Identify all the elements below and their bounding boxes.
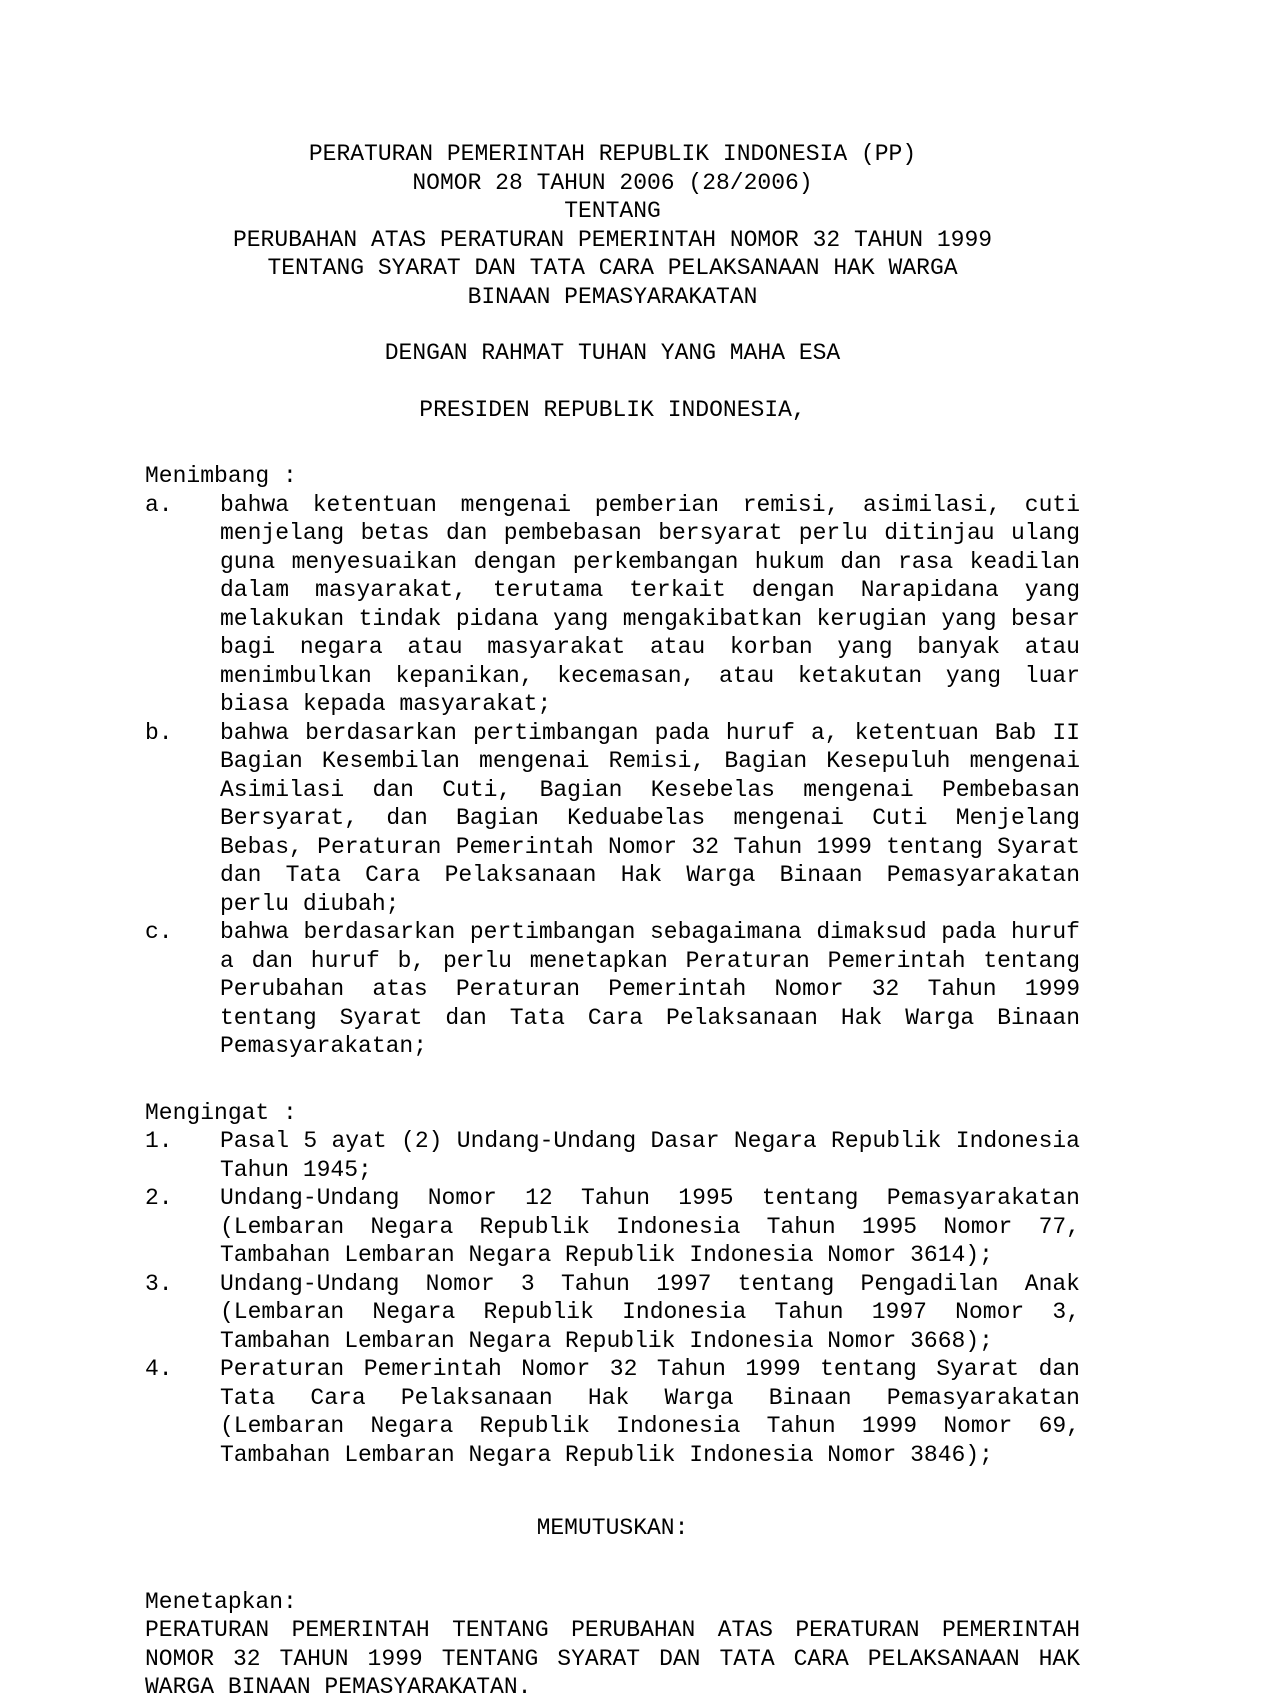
menimbang-list [145,491,1080,1061]
mengingat-list [145,1127,1080,1469]
item-marker: b. [145,719,173,746]
menimbang-item-a [145,491,1080,719]
item-marker: c. [145,919,173,945]
title-line-1: PERATURAN PEMERINTAH REPUBLIK INDONESIA (PP) [308,141,917,167]
item-text: Undang-Undang Nomor 3 Tahun 1997 tentang Pengadilan Anak (Lembaran Negara Republik Indonesia Tahun 1997 Nomor 3, Tambahan Lembaran Negara Republik Indonesia Nomor 3668); [220,1270,1080,1354]
mengingat-item-1 [145,1127,1080,1184]
invocation-line: DENGAN RAHMAT TUHAN YANG MAHA ESA [384,340,841,366]
menimbang-label: Menimbang : [145,463,297,489]
authority-line: PRESIDEN REPUBLIK INDONESIA, [419,396,806,423]
item-text: Undang-Undang Nomor 12 Tahun 1995 tentang Pemasyarakatan (Lembaran Negara Republik Indonesia Tahun 1995 Nomor 77, Tambahan Lembaran Negara Republik Indonesia Nomor 3614); [220,1185,1080,1268]
item-marker: a. [145,491,173,518]
mengingat-label: Mengingat : [145,1099,297,1126]
title-line-5: TENTANG SYARAT DAN TATA CARA PELAKSANAAN HAK WARGA [267,255,958,281]
menetapkan-label: Menetapkan: [145,1588,297,1615]
mengingat-item-4 [145,1355,1080,1469]
menimbang-item-b [145,719,1080,919]
mengingat-item-3 [145,1270,1080,1356]
title-line-4: PERUBAHAN ATAS PERATURAN PEMERINTAH NOMOR 32 TAHUN 1999 [232,226,993,253]
menetapkan-text: PERATURAN PEMERINTAH TENTANG PERUBAHAN ATAS PERATURAN PEMERINTAH NOMOR 32 TAHUN 1999 TENTANG SYARAT DAN TATA CARA PELAKSANAAN HAK WARGA BINAAN PEMASYARAKATAN. [145,1617,1080,1700]
item-marker: 2. [145,1185,173,1211]
item-marker: 1. [145,1128,173,1154]
title-line-6: BINAAN PEMASYARAKATAN [467,283,758,310]
item-text: bahwa ketentuan mengenai pemberian remisi, asimilasi, cuti menjelang betas dan pembebasan bersyarat perlu ditinjau ulang guna menyesuaikan dengan perkembangan hukum dan rasa keadilan dalam masyarakat, terutama terkait dengan Narapidana yang melakukan tindak pidana yang mengakibatkan kerugian yang besar bagi negara atau masyarakat atau korban yang banyak atau menimbulkan kepanikan, kecemasan, atau ketakutan yang luar biasa kepada masyarakat; [220,491,1080,717]
item-text: Peraturan Pemerintah Nomor 32 Tahun 1999 tentang Syarat dan Tata Cara Pelaksanaan Hak Warga Binaan Pemasyarakatan (Lembaran Negara Republik Indonesia Tahun 1999 Nomor 69, Tambahan Lembaran Negara Republik Indonesia Nomor 3846); [220,1356,1080,1468]
item-text: bahwa berdasarkan pertimbangan sebagaimana dimaksud pada huruf a dan huruf b, perlu menetapkan Peraturan Pemerintah tentang Perubahan atas Peraturan Pemerintah Nomor 32 Tahun 1999 tentang Syarat dan Tata Cara Pelaksanaan Hak Warga Binaan Pemasyarakatan; [220,919,1080,1059]
item-text: bahwa berdasarkan pertimbangan pada huruf a, ketentuan Bab II Bagian Kesembilan mengenai Remisi, Bagian Kesepuluh mengenai Asimilasi dan Cuti, Bagian Kesebelas mengenai Pembebasan Bersyarat, dan Bagian Keduabelas mengenai Cuti Menjelang Bebas, Peraturan Pemerintah Nomor 32 Tahun 1999 tentang Syarat dan Tata Cara Pelaksanaan Hak Warga Binaan Pemasyarakatan perlu diubah; [220,719,1080,917]
item-marker: 4. [145,1356,173,1382]
mengingat-item-2 [145,1184,1080,1270]
document-title-block [145,140,1080,311]
item-text: Pasal 5 ayat (2) Undang-Undang Dasar Negara Republik Indonesia Tahun 1945; [220,1128,1080,1183]
menimbang-item-c [145,918,1080,1061]
title-line-2: NOMOR 28 TAHUN 2006 (28/2006) [412,169,813,196]
title-line-3: TENTANG [564,198,661,224]
item-marker: 3. [145,1270,173,1297]
memutuskan-heading: MEMUTUSKAN: [536,1515,689,1541]
